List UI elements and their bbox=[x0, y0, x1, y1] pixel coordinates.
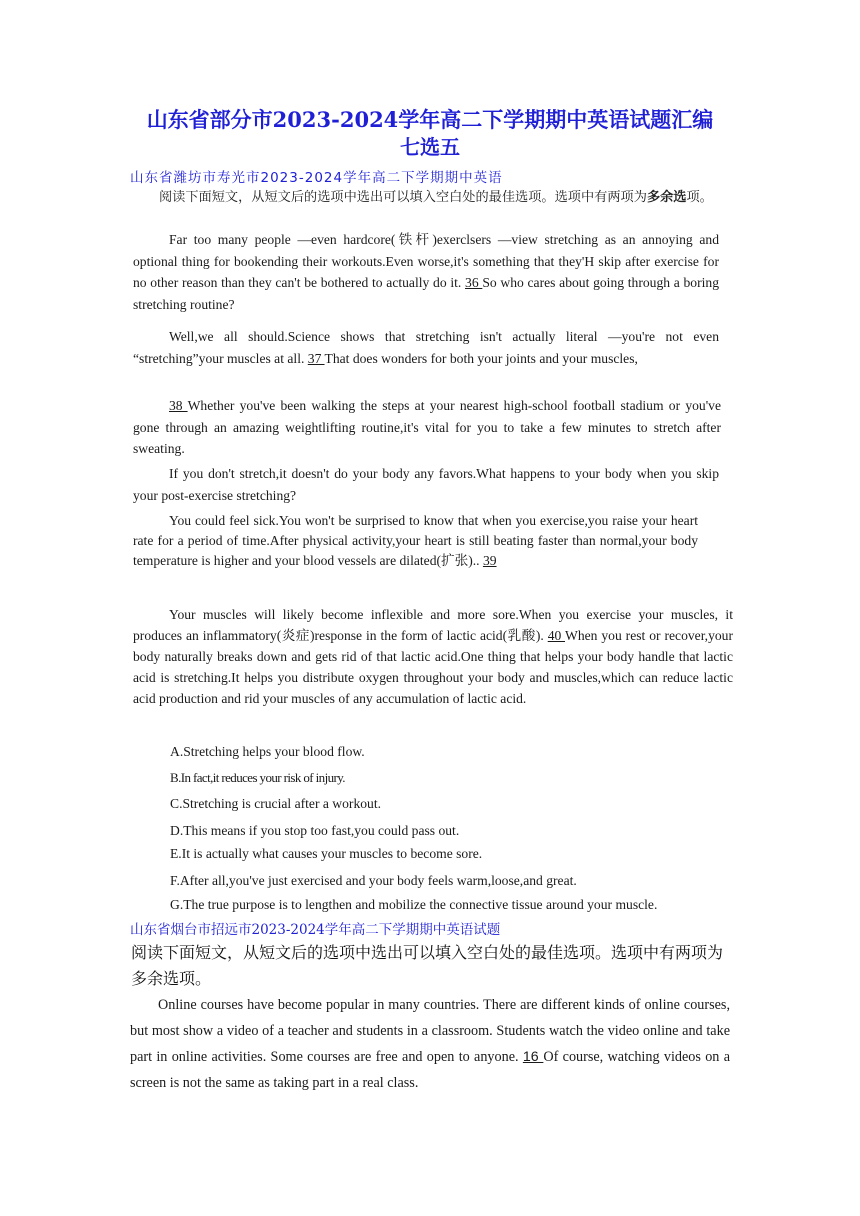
option-d: D.This means if you stop too fast,you could pass out. bbox=[170, 823, 460, 838]
paragraph-text: Online courses have become popular in many countries. There are different kinds of online courses, but most show a video of a teacher and students in a classroom. Students watch the video online and take part in online activities. Some courses are free and open to anyone. bbox=[130, 997, 730, 1065]
passage2-paragraph-1 bbox=[130, 992, 730, 1096]
instruction-end: 项。 bbox=[686, 190, 713, 205]
option-a: A.Stretching helps your blood flow. bbox=[170, 744, 365, 759]
paragraph-text: Of course, watching videos on a screen is not the same as taking part in a real class. bbox=[130, 1049, 730, 1091]
passage-paragraph-4: If you don't stretch,it doesn't do your body any favors.What happens to your body when you skip your post-exercise stretching? bbox=[133, 466, 719, 503]
blank-16: 16 bbox=[522, 1049, 544, 1065]
section2-instruction: 阅读下面短文，从短文后的选项中选出可以填入空白处的最佳选项。选项中有两项为多余选项。 bbox=[131, 943, 724, 988]
paragraph-text: Far too many people —even hardcore(铁杆)exerclsers —view stretching as an annoying and optional thing for bookending their workouts.Even worse,it's something that they'H skip after exercise for no other reason than they can't be bothered to actually do it. bbox=[133, 232, 719, 290]
blank-36: 36 bbox=[465, 275, 483, 290]
blank-38: 38 bbox=[169, 398, 188, 413]
paragraph-text: Your muscles will likely become inflexible and more sore.When you exercise your muscles, it produces an inflammatory(炎症)response in the form of lactic acid(乳酸). bbox=[133, 607, 733, 643]
passage-paragraph-3 bbox=[133, 395, 721, 460]
document-subtitle: 七选五 bbox=[400, 135, 460, 159]
option-b: B.In fact,it reduces your risk of injury. bbox=[170, 770, 345, 785]
blank-39: 39 bbox=[482, 553, 497, 568]
paragraph-text: Well,we all should.Science shows that stretching isn't actually literal —you're not even “stretching”your muscles at all. bbox=[133, 329, 719, 366]
option-e: E.It is actually what causes your muscles to become sore. bbox=[170, 846, 483, 861]
option-c: C.Stretching is crucial after a workout. bbox=[170, 796, 382, 811]
passage-paragraph-1 bbox=[133, 229, 719, 315]
section2-source: 山东省烟台市招远市2023-2024学年高二下学期期中英语试题 bbox=[130, 922, 501, 938]
document-title: 山东省部分市2023-2024学年高二下学期期中英语试题汇编 bbox=[146, 107, 714, 132]
paragraph-text: When you rest or recover,your body naturally breaks down and gets rid of that lactic acid.One thing that helps your body handle that lactic acid is stretching.It helps you distribute oxygen throughout your body and muscles,which can reduce lactic acid production and rid your muscles of any accumulation of lactic acid. bbox=[133, 628, 733, 706]
section1-instruction bbox=[131, 188, 736, 208]
option-g: G.The true purpose is to lengthen and mobilize the connective tissue around your muscle. bbox=[170, 897, 658, 912]
passage-paragraph-2 bbox=[133, 326, 719, 369]
instruction-emphasis: 多余选 bbox=[646, 190, 687, 205]
blank-40: 40 bbox=[547, 628, 565, 643]
section1-source: 山东省潍坊市寿光市2023-2024学年高二下学期期中英语 bbox=[130, 170, 503, 186]
paragraph-text: That does wonders for both your joints and your muscles, bbox=[324, 350, 638, 366]
paragraph-text: So who cares about going through a boring stretching routine? bbox=[133, 275, 719, 312]
instruction-text: 阅读下面短文，从短文后的选项中选出可以填入空白处的最佳选项。选项中有两项为 bbox=[159, 190, 647, 205]
option-f: F.After all,you've just exercised and your body feels warm,loose,and great. bbox=[170, 873, 577, 888]
paragraph-text: Whether you've been walking the steps at your nearest high-school football stadium or you've gone through an amazing weightlifting routine,it's vital for you to take a few minutes to stretch after sweating. bbox=[133, 398, 721, 456]
blank-37: 37 bbox=[307, 350, 325, 366]
passage-paragraph-5 bbox=[133, 511, 698, 571]
passage-paragraph-6 bbox=[133, 604, 733, 709]
paragraph-text: You could feel sick.You won't be surprised to know that when you exercise,you raise your heart rate for a period of time.After physical activity,your heart is still beating faster than normal,your body temperature is higher and your blood vessels are dilated(扩张).. bbox=[133, 513, 698, 568]
